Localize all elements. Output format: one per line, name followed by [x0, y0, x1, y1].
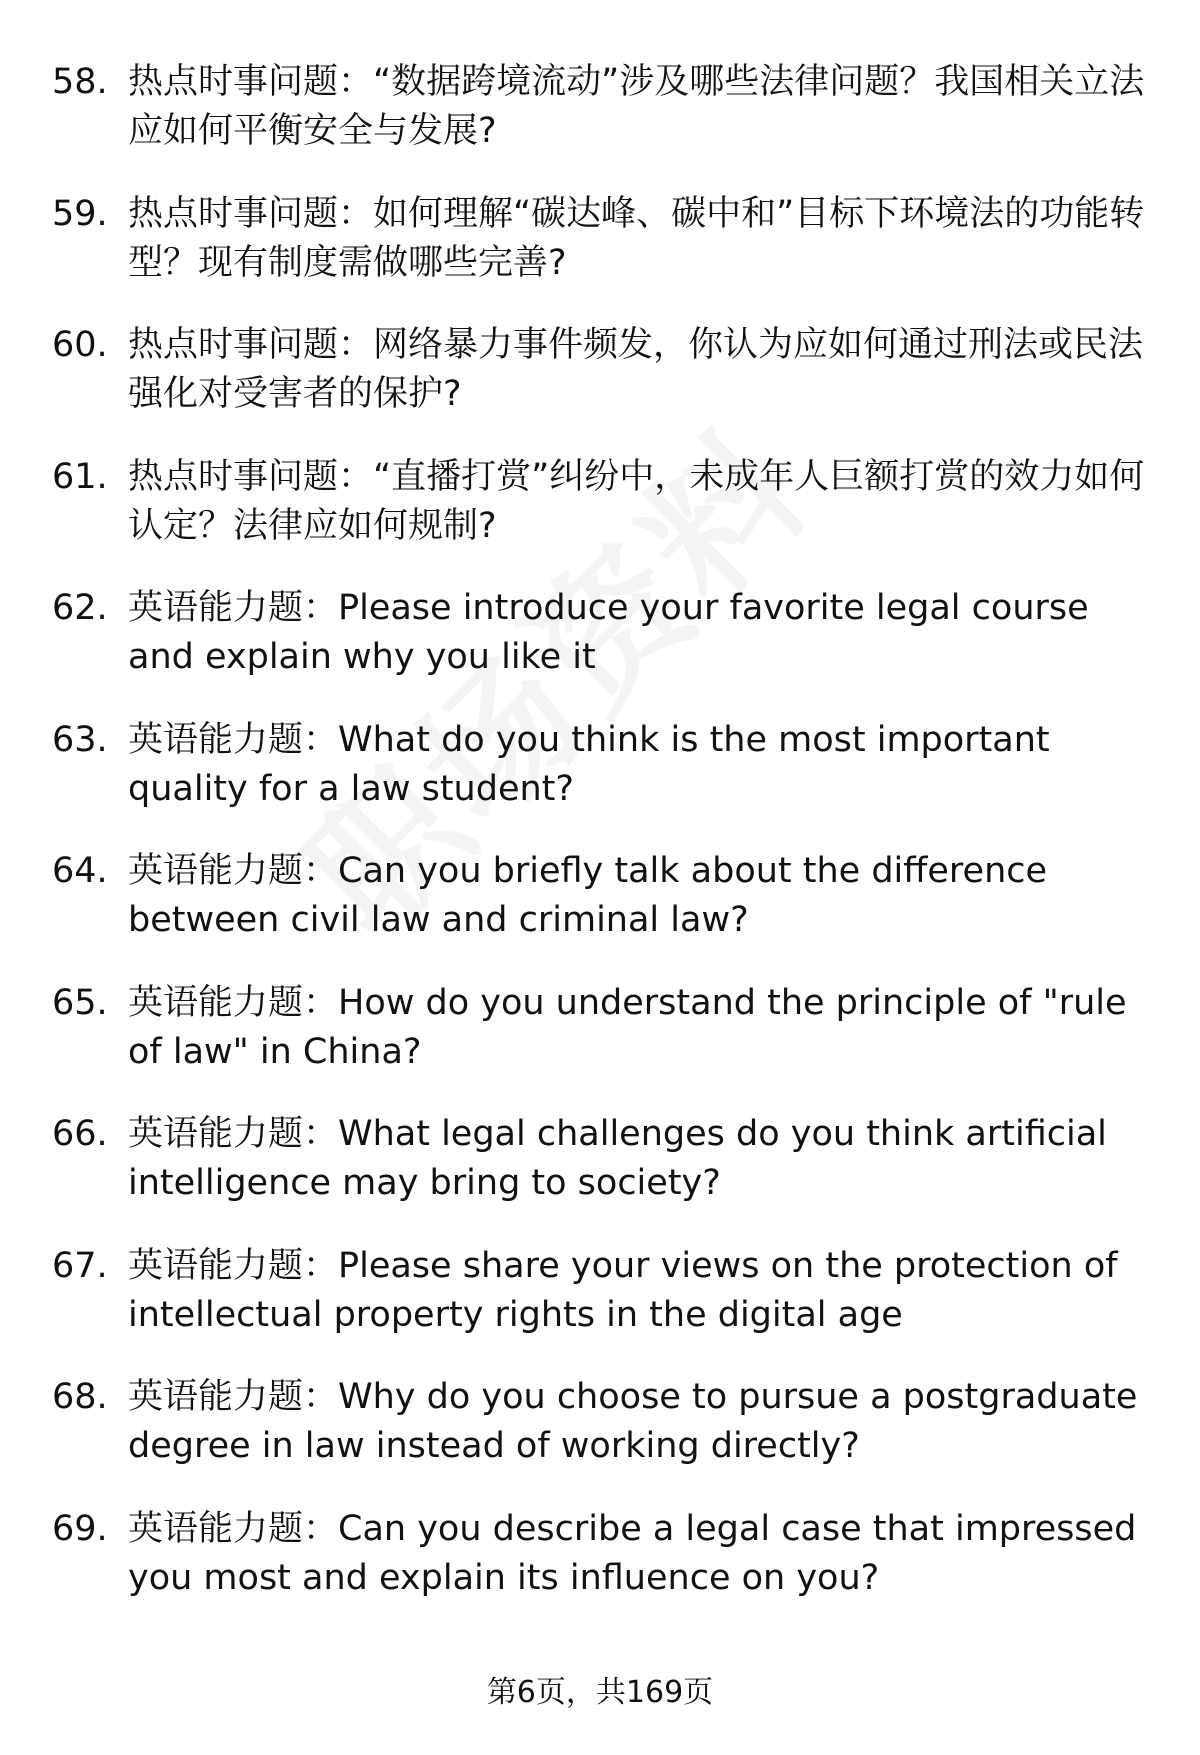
question-text: 英语能力题：Can you describe a legal case that impressed you most and explain its influence on you?: [128, 1508, 1137, 1598]
question-number: 61.: [52, 456, 108, 497]
list-item: [52, 1505, 1162, 1637]
question-text: 英语能力题：Why do you choose to pursue a postgraduate degree in law instead of working directly?: [128, 1377, 1138, 1466]
list-item: [52, 1110, 1162, 1242]
question-number: 69.: [52, 1508, 108, 1549]
question-number: 67.: [52, 1245, 108, 1286]
question-number: 64.: [52, 851, 108, 891]
question-text: 英语能力题：What legal challenges do you think artificial intelligence may bring to society?: [128, 1114, 1107, 1203]
question-text: 英语能力题：What do you think is the most important quality for a law student?: [128, 719, 1050, 809]
question-list: [52, 58, 1162, 1636]
list-item: [52, 58, 1162, 190]
question-text: 热点时事问题：如何理解“碳达峰、碳中和”目标下环境法的功能转型？现有制度需做哪些完善?: [128, 193, 1145, 283]
question-number: 65.: [52, 982, 108, 1023]
question-text: 热点时事问题：“直播打赏”纠纷中，未成年人巨额打赏的效力如何认定？法律应如何规制?: [128, 456, 1145, 546]
list-item: [52, 847, 1162, 979]
list-item: [52, 584, 1162, 716]
question-text: 英语能力题：How do you understand the principle of "rule of law" in China?: [128, 982, 1127, 1072]
question-text: 英语能力题：Please share your views on the protection of intellectual property rights in the digital age: [128, 1245, 1118, 1335]
list-item: [52, 1242, 1162, 1374]
list-item: [52, 321, 1162, 453]
question-number: 59.: [52, 193, 108, 234]
question-text: 热点时事问题：网络暴力事件频发，你认为应如何通过刑法或民法强化对受害者的保护?: [128, 325, 1144, 414]
question-text: 英语能力题：Please introduce your favorite legal course and explain why you like it: [128, 588, 1089, 677]
list-item: [52, 1373, 1162, 1505]
question-number: 66.: [52, 1114, 108, 1154]
list-item: [52, 716, 1162, 848]
question-number: 58.: [52, 62, 108, 102]
question-number: 63.: [52, 719, 108, 760]
page-number-footer: 第6页，共169页: [486, 1675, 714, 1710]
question-text: 英语能力题：Can you briefly talk about the difference between civil law and criminal law?: [128, 851, 1048, 940]
question-text: 热点时事问题：“数据跨境流动”涉及哪些法律问题？我国相关立法应如何平衡安全与发展?: [128, 62, 1145, 151]
list-item: [52, 979, 1162, 1111]
list-item: [52, 453, 1162, 585]
question-number: 62.: [52, 588, 108, 628]
question-number: 68.: [52, 1377, 108, 1417]
list-item: [52, 190, 1162, 322]
question-number: 60.: [52, 325, 108, 365]
